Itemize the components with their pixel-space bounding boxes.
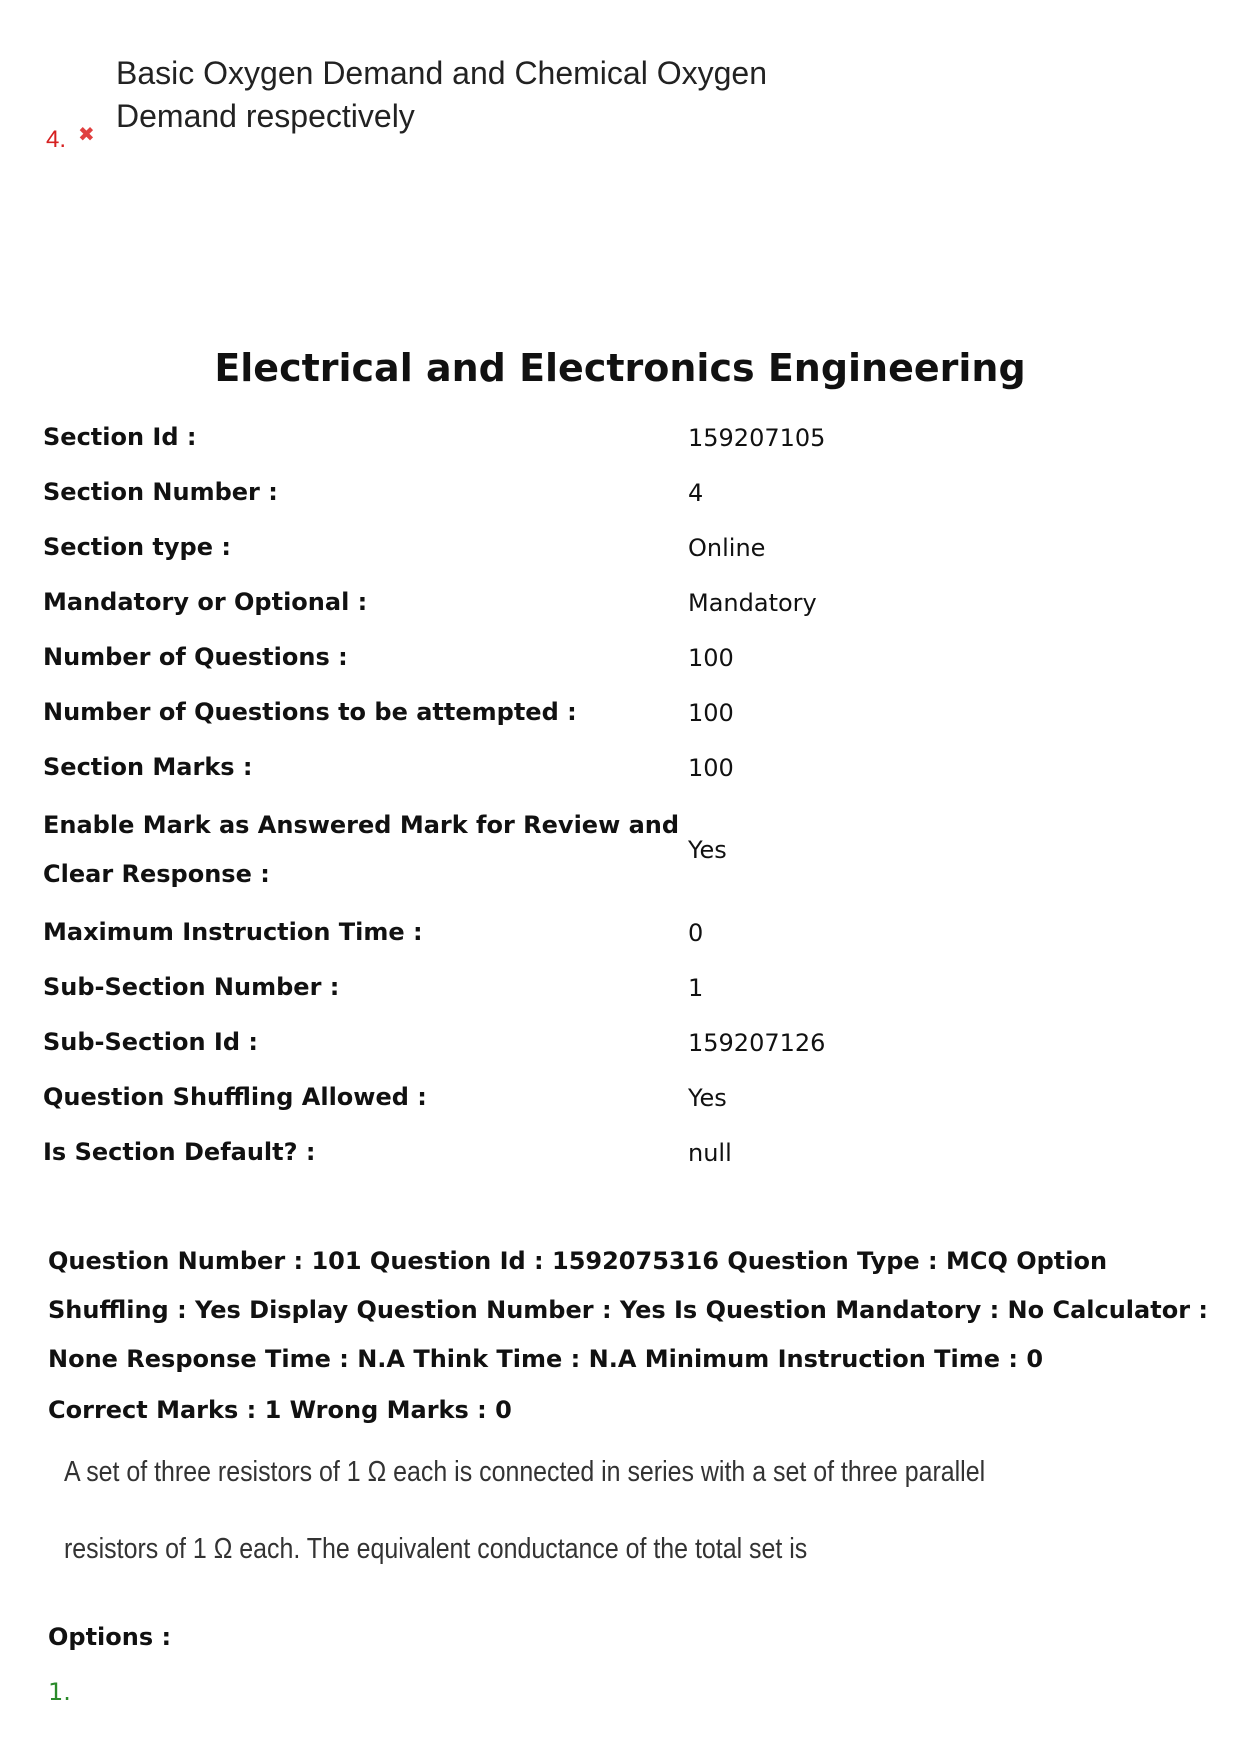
option-number: 4. <box>46 126 67 153</box>
info-label: Section type : <box>43 533 231 561</box>
info-row <box>43 905 1193 960</box>
info-label: Number of Questions : <box>43 643 348 671</box>
info-value: 1 <box>688 973 704 1002</box>
section-title: Electrical and Electronics Engineering <box>214 346 1026 390</box>
question-text-line-2: resistors of 1 Ω each. The equivalent conductance of the total set is <box>64 1533 808 1565</box>
info-value: 0 <box>688 918 704 947</box>
info-label: Is Section Default? : <box>43 1138 316 1166</box>
info-value: 159207105 <box>688 423 826 452</box>
info-value: 100 <box>688 753 734 782</box>
info-row <box>43 795 1193 905</box>
info-label: Sub-Section Number : <box>43 973 340 1001</box>
info-value: Mandatory <box>688 588 817 617</box>
question-marks: Correct Marks : 1 Wrong Marks : 0 <box>48 1396 512 1424</box>
info-value: Yes <box>688 1083 727 1112</box>
info-value: 100 <box>688 698 734 727</box>
info-label: Number of Questions to be attempted : <box>43 698 577 726</box>
question-text <box>64 1452 986 1606</box>
info-label: Maximum Instruction Time : <box>43 918 423 946</box>
question-text-line-1: A set of three resistors of 1 Ω each is connected in series with a set of three parallel <box>64 1456 986 1488</box>
info-label: Section Id : <box>43 423 197 451</box>
info-label: Question Shuffling Allowed : <box>43 1083 427 1111</box>
info-value: null <box>688 1138 732 1167</box>
info-row <box>43 1070 1193 1125</box>
info-value: 100 <box>688 643 734 672</box>
info-label: Section Marks : <box>43 753 253 781</box>
info-label: Section Number : <box>43 478 278 506</box>
info-label: Sub-Section Id : <box>43 1028 258 1056</box>
info-row <box>43 465 1193 520</box>
info-row <box>43 410 1193 465</box>
option-text <box>116 52 876 138</box>
info-row <box>43 685 1193 740</box>
info-row <box>43 740 1193 795</box>
info-value: 4 <box>688 478 704 507</box>
info-value: Yes <box>688 836 727 864</box>
info-row <box>43 960 1193 1015</box>
info-label: Enable Mark as Answered Mark for Review and Clear Response : <box>43 811 680 888</box>
info-row <box>43 1125 1193 1180</box>
info-value: Online <box>688 533 766 562</box>
section-info-table <box>43 410 1193 1180</box>
info-row <box>43 575 1193 630</box>
option-text-line-1: Basic Oxygen Demand and Chemical Oxygen <box>116 55 767 91</box>
info-row <box>43 520 1193 575</box>
options-label: Options : <box>48 1623 172 1651</box>
info-value: 159207126 <box>688 1028 826 1057</box>
info-row <box>43 1015 1193 1070</box>
question-metadata: Question Number : 101 Question Id : 1592075316 Question Type : MCQ Option Shuffling : Yes Display Question Number : Yes Is Question Mandatory : No Calculator : None Response Time : N.A Think Time : N.A Minimum Instruction Time : 0 <box>48 1247 1208 1373</box>
info-label: Mandatory or Optional : <box>43 588 368 616</box>
option-1-number: 1. <box>48 1678 71 1706</box>
info-row <box>43 630 1193 685</box>
option-text-line-2: Demand respectively <box>116 98 415 134</box>
cross-icon: ✖ <box>78 122 95 146</box>
